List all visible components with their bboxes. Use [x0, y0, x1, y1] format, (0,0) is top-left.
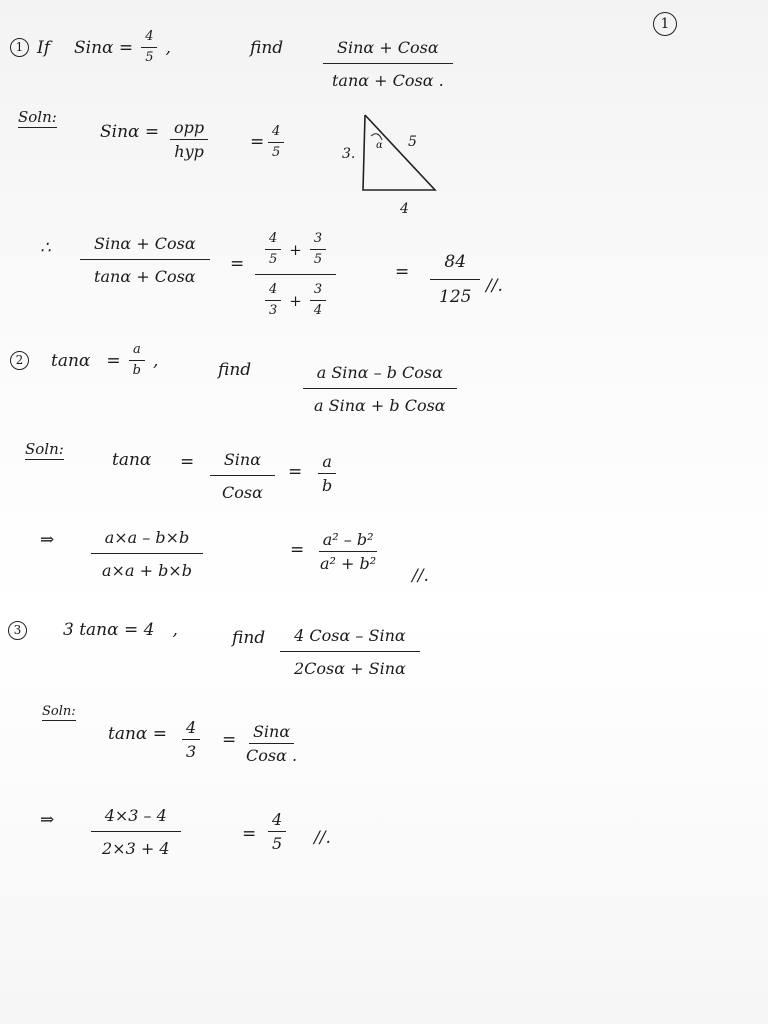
q3-soln-label: Soln: [42, 704, 76, 719]
q1-statement: 1 If Sinα = $\frac{4}{5}$ , [10, 30, 171, 66]
q1-given-lhs: Sinα = [74, 37, 134, 58]
q2-statement: 2 tanα = $\frac{a}{b}$ , [10, 343, 158, 379]
q2-tan-lhs: tanα [112, 450, 152, 470]
q2-step-fraction: $\frac{a\times a - b\times b}{a\times a + b\times b}$ [88, 528, 206, 581]
q1-tri-angle: α [376, 140, 383, 151]
q1-substituted-fraction: $\frac{4}{5}$ + $\frac{3}{5}$ $\frac{4}{3}$ + $\frac{3}{4}$ [255, 232, 336, 319]
q1-target-denominator: tanα + Cosα . [332, 71, 444, 91]
q3-implies: ⇒ [40, 810, 55, 830]
q2-implies: ⇒ [40, 530, 55, 550]
q3-sin-cos-fraction: $\frac{\text{Sinα}}{\text{Cosα .}}$ [246, 722, 298, 766]
q2-number: 2 [10, 351, 29, 370]
q1-sin-lhs: Sinα = [100, 122, 160, 142]
q1-opp-hyp: $\frac{\text{opp}}{\text{hyp}}$ [170, 118, 208, 162]
q2-given-fraction: $\frac{a}{b}$ [129, 343, 145, 379]
q1-if: If [37, 37, 51, 58]
q1-tri-side-bottom: 4 [400, 201, 409, 217]
q2-soln-label: Soln: [25, 440, 64, 458]
q3-number: 3 [8, 621, 27, 640]
q1-therefore: ∴ [40, 238, 51, 258]
q3-result-fraction: $\frac{4}{5}$ [268, 810, 286, 854]
q1-value-fraction: $\frac{4}{5}$ [268, 120, 284, 161]
q1-target-numerator: Sinα + Cosα [323, 39, 453, 64]
q3-tan-fraction: $\frac{4}{3}$ [182, 718, 200, 762]
q3-statement: 3 3 tanα = 4 , [8, 620, 178, 640]
q1-target-fraction [318, 38, 458, 91]
q1-expression-fraction: $\frac{\text{Sinα + Cosα}}{\text{tanα + Cosα}}$ [80, 234, 210, 287]
q1-find: find [250, 38, 284, 58]
q3-end-mark: //. [314, 828, 331, 848]
q1-tri-side-hyp: 5 [408, 134, 417, 150]
q2-target-fraction: $\frac{\text{a Sinα – b Cosα}}{\text{a Sinα + b Cosα}}$ [300, 363, 460, 416]
q2-result-fraction: $\frac{\text{a² – b²}}{\text{a² + b²}}$ [320, 530, 377, 574]
q3-given: 3 tanα = 4 [63, 620, 155, 640]
q2-sin-cos-fraction: $\frac{\text{Sinα}}{\text{Cosα}}$ [208, 450, 277, 503]
q2-end-mark: //. [412, 566, 429, 586]
q1-soln-label: Soln: [18, 108, 57, 126]
page-number: 1 [653, 12, 677, 36]
q1-number: 1 [10, 38, 29, 57]
q1-right-triangle [330, 100, 460, 220]
q3-tan-lhs: tanα = [108, 724, 168, 744]
q1-end-mark: //. [486, 276, 503, 296]
q1-given-fraction: $\frac{4}{5}$ [141, 30, 157, 66]
q2-given-lhs: tanα [51, 350, 91, 371]
q1-result-fraction: $\frac{84}{125}$ [425, 252, 485, 307]
q3-find: find [232, 628, 266, 648]
q1-tri-side-left: 3. [342, 146, 356, 162]
q3-target-fraction: $\frac{\text{4 Cosα – Sinα}}{\text{2Cosα + Sinα}}$ [280, 626, 420, 679]
q3-step-fraction: $\frac{4\times 3 - 4}{2\times 3 + 4}$ [88, 806, 184, 859]
q2-find: find [218, 360, 252, 380]
q2-ab-fraction: $\frac{a}{b}$ [318, 452, 336, 496]
